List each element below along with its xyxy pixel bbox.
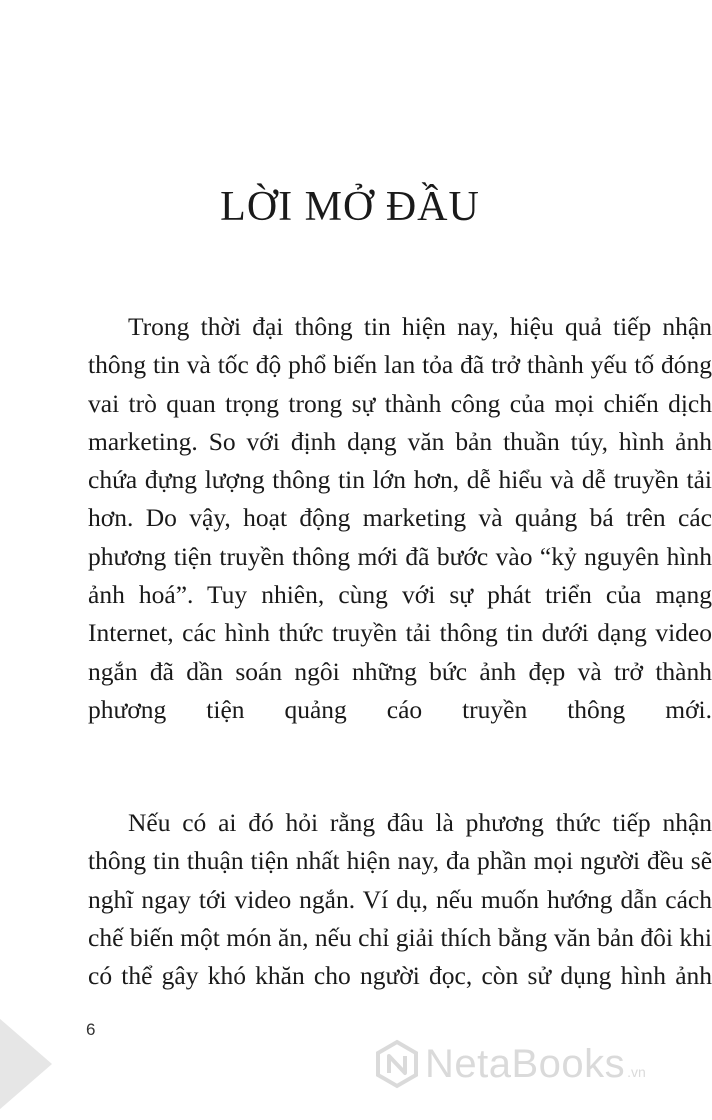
text-line: hơn. Do vậy, hoạt động marketing và quảng bá (88, 503, 614, 533)
page-corner-triangle-decoration (0, 1012, 52, 1116)
text-line: trên các phương tiện truyền thông mới đã bước (88, 503, 712, 571)
text-line: Nếu có ai đó hỏi rằng đâu là phương thức tiếp (128, 808, 651, 837)
netabooks-logo-icon (375, 1040, 419, 1088)
text-line: nếu chỉ giải thích bằng văn bản đôi khi có thể gây (88, 922, 712, 991)
page-number: 6 (86, 1020, 96, 1039)
text-line: tiện quảng cáo truyền thông mới. (206, 694, 712, 724)
watermark-suffix: .vn (627, 1064, 646, 1080)
paragraph-1 (88, 308, 712, 729)
text-line: tiếp nhận thông tin và tốc độ phổ biến lan tỏa đã (88, 312, 712, 380)
text-line: khó khăn cho người đọc, còn sử dụng hình ảnh (207, 961, 712, 991)
text-line: lượng thông tin lớn hơn, dễ hiểu và dễ truyền tải (204, 465, 712, 495)
text-line: trở thành yếu tố đóng vai trò quan trọng trong sự (88, 350, 712, 418)
text-line: truyền tải thông tin dưới dạng video ngắn đã dần (88, 618, 712, 686)
text-line: vào “kỷ nguyên hình ảnh hoá”. Tuy nhiên, cùng (88, 541, 712, 610)
text-line: mọi người đều sẽ nghĩ ngay tới video ngắn. Ví dụ, (88, 846, 712, 914)
watermark (375, 1038, 646, 1090)
text-line: soán ngôi những bức ảnh đẹp và trở thành phương (88, 656, 712, 724)
text-line: thành công của mọi chiến dịch marketing. So với (88, 388, 712, 456)
text-line: nếu muốn hướng dẫn cách chế biến một món ăn, (88, 884, 712, 952)
text-line: với sự phát triển của mạng Internet, các hình thức (88, 580, 712, 648)
page-title: LỜI MỞ ĐẦU (220, 184, 480, 230)
text-line: Trong thời đại thông tin hiện nay, hiệu quả (128, 312, 602, 341)
paragraph-2 (88, 804, 712, 995)
text-line: định dạng văn bản thuần túy, hình ảnh chứa đựng (88, 426, 712, 495)
paragraph-1-text (88, 308, 712, 729)
text-line: nhận thông tin thuận tiện nhất hiện nay, đa phần (88, 808, 712, 876)
paragraph-2-text (88, 804, 712, 995)
watermark-brand: NetaBooks (425, 1041, 626, 1086)
